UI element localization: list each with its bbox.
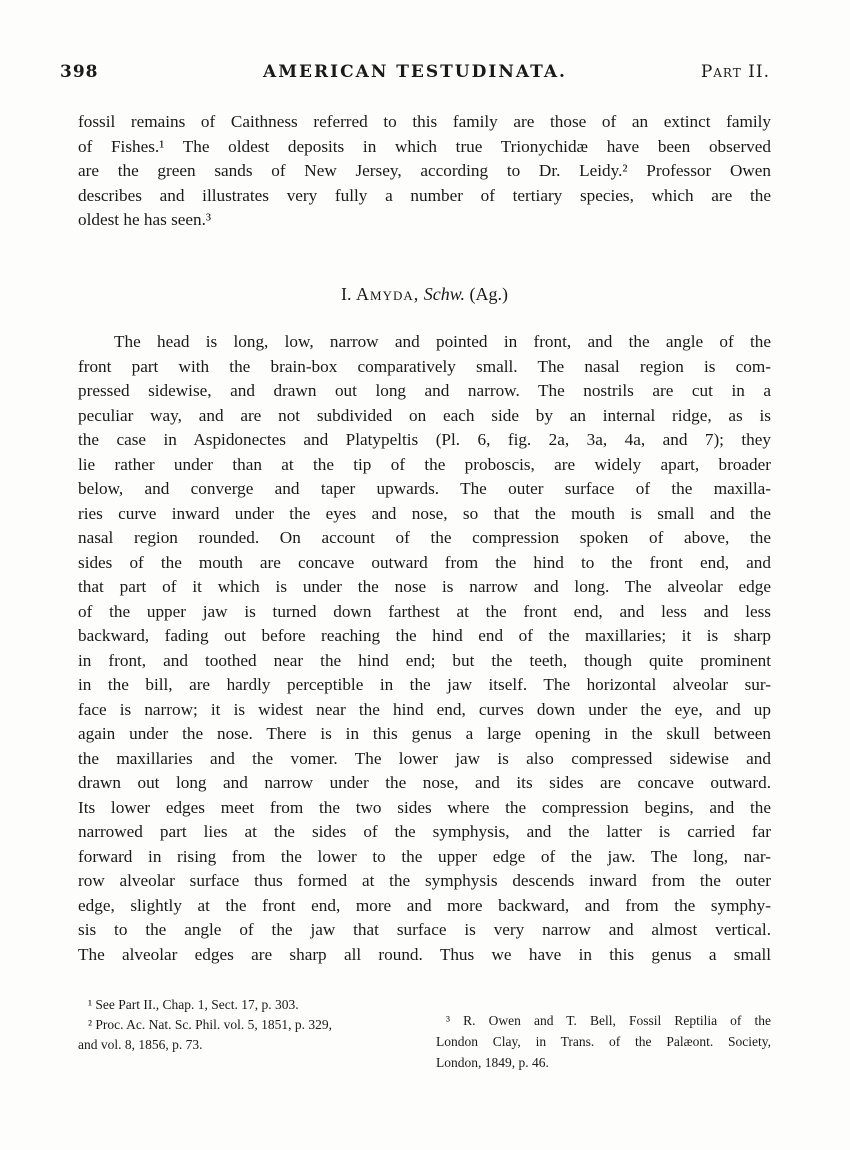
- authority-note: (Ag.): [469, 284, 508, 304]
- text-line: Its lower edges meet from the two sides where the compression begins, and the: [78, 797, 771, 817]
- text-line: The head is long, low, narrow and pointed in front, and the angle of the: [114, 332, 771, 351]
- text-line: the case in Aspidonectes and Platypeltis (Pl. 6, fig. 2a, 3a, 4a, and 7); they: [78, 430, 771, 449]
- running-header: [60, 62, 770, 88]
- text-line: drawn out long and narrow under the nose, and its sides are concave outward.: [78, 773, 771, 792]
- page-number: 398: [60, 62, 99, 82]
- text-line: in the bill, are hardly perceptible in the jaw itself. The horizontal alveolar sur-: [78, 675, 771, 694]
- text-line: edge, slightly at the front end, more and more backward, and from the symphy-: [78, 895, 771, 915]
- text-line: of the upper jaw is turned down farthest at the front end, and less and less: [78, 601, 771, 621]
- text-line: backward, fading out before reaching the hind end of the maxillaries; it is sharp: [78, 626, 771, 645]
- text-line: forward in rising from the lower to the upper edge of the jaw. The long, nar-: [78, 846, 771, 866]
- text-line: sides of the mouth are concave outward from the hind to the front end, and: [78, 552, 771, 572]
- text-line: the maxillaries and the vomer. The lower jaw is also compressed sidewise and: [78, 748, 771, 768]
- footnotes-left: [78, 995, 418, 1055]
- intro-paragraph: [78, 110, 771, 233]
- footnote-3: ³ R. Owen and T. Bell, Fossil Reptilia of the: [446, 1013, 771, 1028]
- text-line: are the green sands of New Jersey, according to Dr. Leidy.² Professor Owen: [78, 161, 771, 180]
- text-line: oldest he has seen.³: [78, 210, 212, 229]
- text-line: fossil remains of Caithness referred to this family are those of an extinct family: [78, 112, 771, 131]
- text-line: describes and illustrates very fully a number of tertiary species, which are the: [78, 185, 771, 205]
- text-line: The alveolar edges are sharp all round. Thus we have in this genus a small: [78, 944, 771, 964]
- text-line: narrowed part lies at the sides of the symphysis, and the latter is carried far: [78, 822, 771, 841]
- genus-name: Amyda,: [356, 284, 420, 304]
- text-line: below, and converge and taper upwards. The outer surface of the maxilla-: [78, 479, 771, 498]
- genus-authority: Schw.: [423, 284, 465, 304]
- text-line: pressed sidewise, and drawn out long and narrow. The nostrils are cut in a: [78, 381, 771, 400]
- text-line: of Fishes.¹ The oldest deposits in which true Trionychidæ have been observed: [78, 136, 771, 156]
- footnotes-right: [436, 1010, 771, 1073]
- footnote-2-cont: and vol. 8, 1856, p. 73.: [78, 1037, 203, 1052]
- footnote-2: ² Proc. Ac. Nat. Sc. Phil. vol. 5, 1851, p. 329,: [88, 1017, 333, 1032]
- footnote-3-cont: London, 1849, p. 46.: [436, 1055, 549, 1070]
- text-line: peculiar way, and are not subdivided on each side by an internal ridge, as is: [78, 405, 771, 425]
- text-line: ries curve inward under the eyes and nose, so that the mouth is small and the: [78, 503, 771, 523]
- text-line: sis to the angle of the jaw that surface is very narrow and almost vertical.: [78, 920, 771, 939]
- text-line: in front, and toothed near the hind end; but the teeth, though quite prominent: [78, 650, 771, 670]
- footnote-1: ¹ See Part II., Chap. 1, Sect. 17, p. 303.: [88, 997, 299, 1012]
- text-line: face is narrow; it is widest near the hind end, curves down under the eye, and up: [78, 699, 771, 719]
- text-line: lie rather under than at the tip of the proboscis, are widely apart, broader: [78, 454, 771, 474]
- text-line: row alveolar surface thus formed at the symphysis descends inward from the outer: [78, 871, 771, 890]
- section-heading: [78, 284, 771, 305]
- part-label: Part II.: [700, 62, 770, 82]
- section-numeral: I.: [341, 284, 352, 304]
- footnote-3-cont: London Clay, in Trans. of the Palæont. Society,: [436, 1034, 771, 1049]
- text-line: front part with the brain-box comparatively small. The nasal region is com-: [78, 356, 771, 376]
- main-paragraph: [78, 330, 771, 967]
- text-line: that part of it which is under the nose is narrow and long. The alveolar edge: [78, 577, 771, 596]
- running-title: AMERICAN TESTUDINATA.: [263, 62, 567, 82]
- text-line: nasal region rounded. On account of the compression spoken of above, the: [78, 528, 771, 547]
- text-line: again under the nose. There is in this genus a large opening in the skull between: [78, 724, 771, 743]
